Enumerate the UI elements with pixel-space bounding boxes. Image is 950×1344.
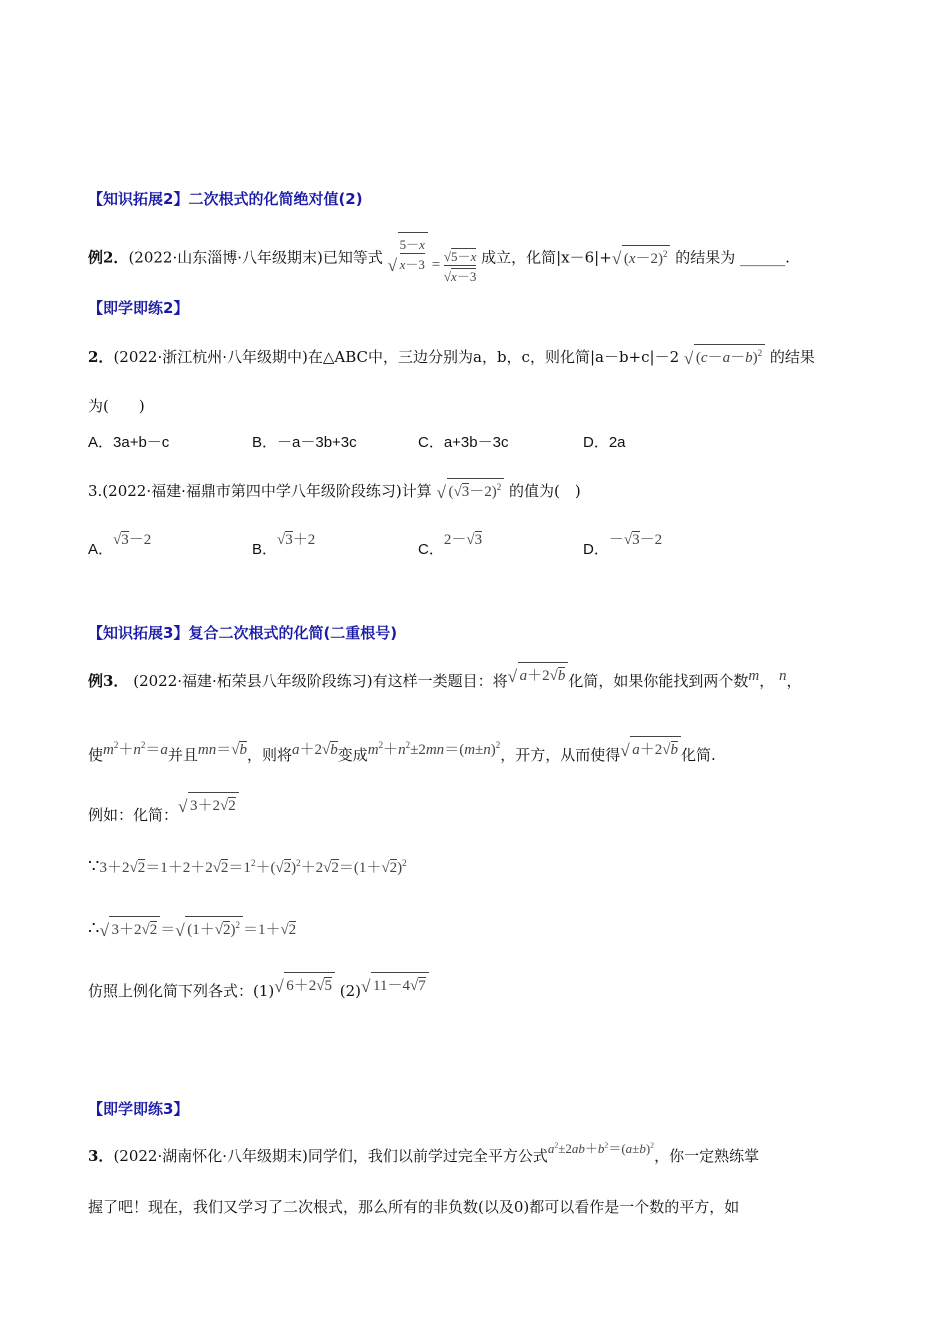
question-2 (88, 344, 815, 367)
option-c[interactable]: C．2－√3 (418, 532, 483, 558)
therefore-symbol: ∴ (88, 918, 100, 939)
example-text: 的结果为 (675, 248, 736, 267)
option-b[interactable]: B．－a－3b+3c (252, 434, 357, 451)
example-text: 使 (88, 746, 104, 764)
example-3-because: $\because 3+2√2=1+2+2√2=1^2+(√2)^2+2√2=(1+√2)^2$ (88, 856, 407, 877)
example-text: (2022·福建·柘荣县八年级阶段练习)有这样一类题目：将 (133, 672, 508, 690)
section-title-jx2: 【即学即练2】 (88, 299, 189, 317)
example-3-task: 仿照上例化简下列各式：(1) √ 6＋2√5 (2) √ 11－4√7 (88, 978, 429, 1001)
example-3-eg: 例如：化简： √ 3＋2√2 (88, 802, 239, 825)
formula-equation: √ $\frac{5-x}{x-3}$ = $\frac{√5-x}{√x-3}$ (388, 232, 477, 285)
option-label: D． (583, 541, 609, 558)
question-text: (2022·湖南怀化·八年级期末)同学们，我们以前学过完全平方公式 (113, 1147, 548, 1165)
example-text: (2) (339, 982, 362, 1000)
option-label: B． (252, 541, 278, 558)
option-d[interactable]: D．2a (583, 434, 626, 451)
question-label: 2． (88, 348, 114, 366)
formula-sqrt: √ $(x-2)^2$ (612, 251, 671, 267)
option-a[interactable]: A．3a+b－c (88, 434, 170, 451)
example-2 (88, 232, 790, 285)
section-title-jx3: 【即学即练3】 (88, 1100, 189, 1118)
formula-sqrt: √ $(c-a-b)^2$ (684, 350, 765, 366)
example-3-line2: 使$m^2+n^2=a$并且mn＝√b，则将a＋2√b变成$m^2+n^2\pm 2mn=(m\pm n)^2$，开方，从而使得 √ a＋2√b 化简. (88, 742, 716, 765)
question-text: 的值为( ) (509, 482, 581, 500)
example-text: 仿照上例化简下列各式：(1) (88, 982, 275, 1000)
example-text: ， (786, 672, 802, 690)
option-c[interactable]: C．a+3b－3c (418, 434, 509, 451)
option-label: C． (418, 541, 444, 558)
option-b[interactable]: B．√3＋2 (252, 532, 316, 558)
question-text: 3.(2022·福建·福鼎市第四中学八年级阶段练习)计算 (88, 482, 432, 500)
question-label: 3． (88, 1147, 114, 1165)
question-3b: 3．(2022·湖南怀化·八年级期末)同学们，我们以前学过完全平方公式$a^2\pm 2ab+b^2=(a\pm b)^2$，你一定熟练掌 (88, 1140, 760, 1165)
example-3: 例3． (2022·福建·柘荣县八年级阶段练习)有这样一类题目：将 √ a＋2√b 化简，如果你能找到两个数m， n， (88, 668, 802, 691)
option-d[interactable]: D．－√3－2 (583, 532, 663, 558)
example-text: 化简，如果你能找到两个数 (568, 672, 749, 690)
example-text: 化简. (681, 746, 716, 764)
example-text: 并且 (167, 746, 198, 764)
question-2-line2: 为( ) (88, 397, 145, 415)
option-label: A． (88, 541, 114, 558)
formula-sqrt: √ a＋2√b (508, 668, 569, 684)
question-text: ，你一定熟练掌 (654, 1147, 760, 1165)
example-text: ， (759, 672, 775, 690)
example-text: 变成 (337, 746, 368, 764)
because-symbol: ∵ (88, 856, 100, 877)
question-text: 的结果 (769, 348, 815, 366)
example-text: (2022·山东淄博·八年级期末)已知等式 (128, 248, 383, 267)
question-3b-line2: 握了吧！现在，我们又学习了二次根式，那么所有的非负数(以及0)都可以看作是一个数的平方，如 (88, 1198, 740, 1216)
example-text: 例如：化简： (88, 806, 179, 824)
question-3a (88, 478, 581, 501)
question-text: (2022·浙江杭州·八年级期中)在△ABC中，三边分别为a，b，c，则化简|a－b+c|－2 (113, 348, 680, 366)
option-a[interactable]: A．√3－2 (88, 532, 152, 558)
example-text: 成立，化简|x－6|+ (481, 248, 612, 267)
example-3-therefore: ∴ √ 3＋2√2 ＝ √ $(1+√2)^2 =1+√2$ (88, 918, 297, 940)
example-text: ，开方，从而使得 (500, 746, 621, 764)
section-title-k3: 【知识拓展3】复合二次根式的化简(二重根号) (88, 624, 398, 642)
answer-blank: ______. (740, 248, 790, 267)
example-text: ，则将 (246, 746, 292, 764)
example-label: 例3． (88, 672, 129, 690)
section-title-k2: 【知识拓展2】二次根式的化简绝对值(2) (88, 190, 363, 208)
example-label: 例2． (88, 248, 129, 267)
formula-sqrt: √ $(√3-2)^2$ (437, 484, 505, 500)
